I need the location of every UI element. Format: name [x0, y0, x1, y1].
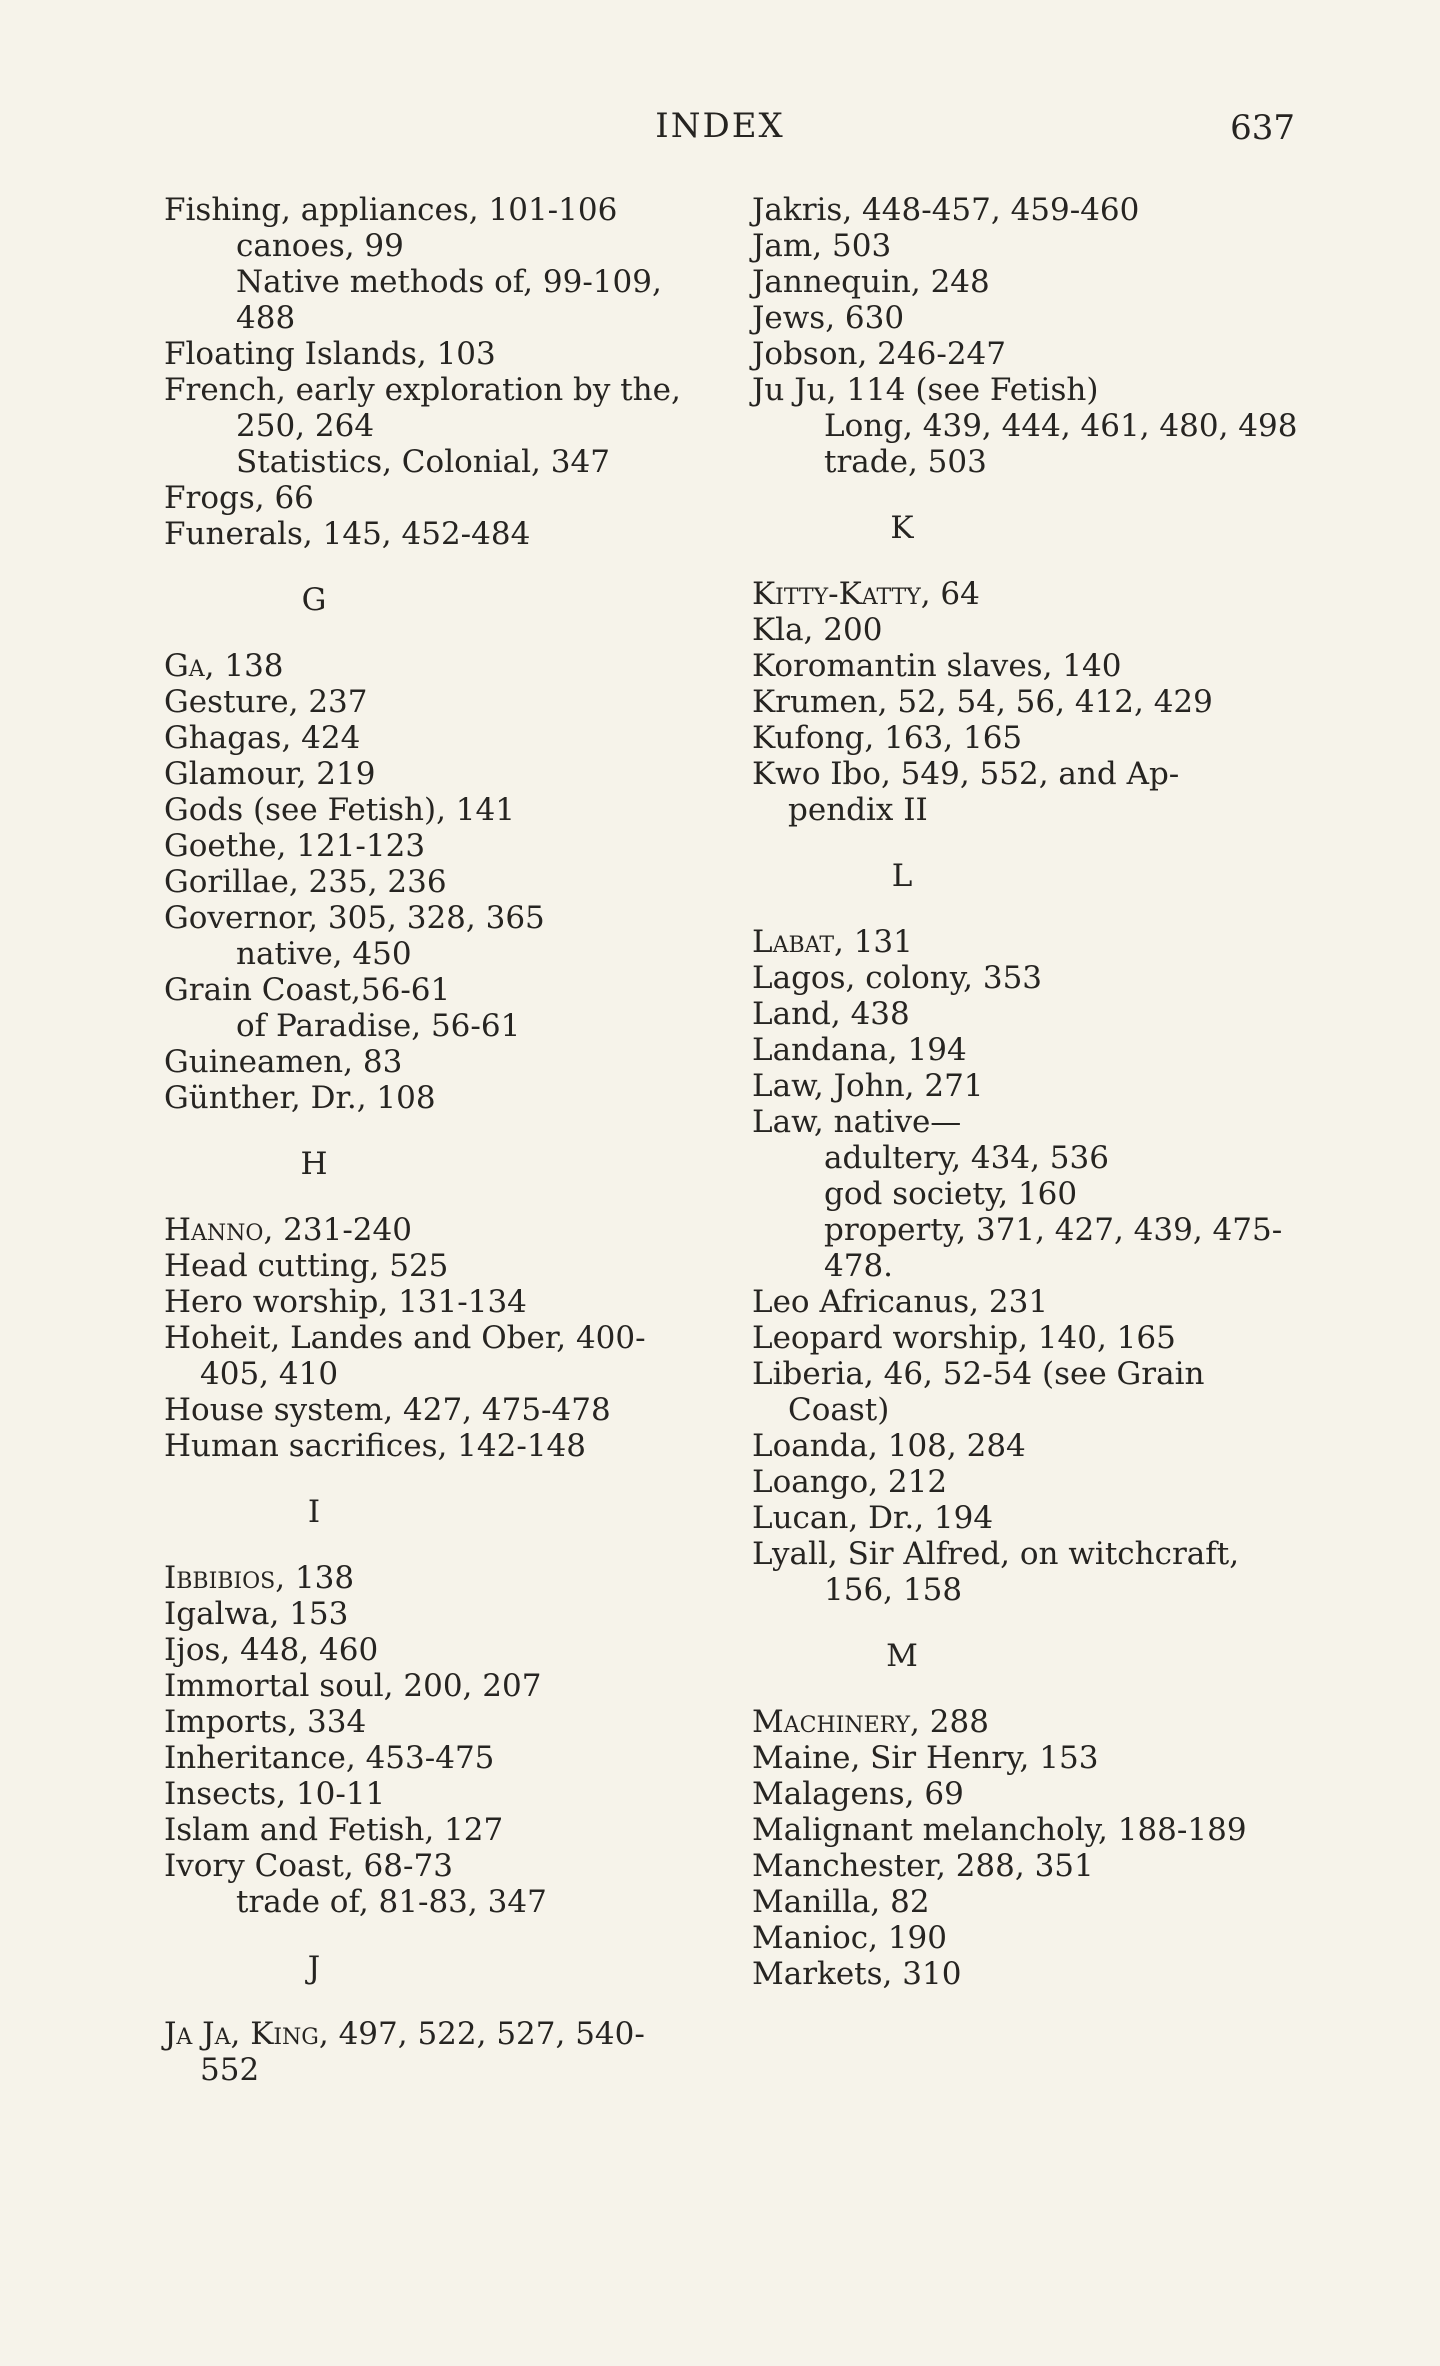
index-entry: Leopard worship, 140, 165 [752, 1320, 1176, 1356]
section-letter: G [301, 582, 327, 618]
index-entry: Head cutting, 525 [164, 1248, 449, 1284]
index-entry: Guineamen, 83 [164, 1044, 403, 1080]
index-entry: Law, John, 271 [752, 1068, 984, 1104]
index-subentry: adultery, 434, 536 [824, 1140, 1109, 1176]
index-subentry: Coast) [788, 1392, 890, 1428]
index-entry: Hero worship, 131-134 [164, 1284, 527, 1320]
index-entry: Imports, 334 [164, 1704, 367, 1740]
section-letter: J [307, 1950, 321, 1986]
index-entry: Manchester, 288, 351 [752, 1848, 1094, 1884]
index-entry: Ju Ju, 114 (see Fetish) [752, 372, 1099, 408]
index-entry: Loango, 212 [752, 1464, 948, 1500]
index-entry: Floating Islands, 103 [164, 336, 496, 372]
index-entry: Law, native— [752, 1104, 962, 1140]
index-entry: Funerals, 145, 452-484 [164, 516, 531, 552]
index-entry: Günther, Dr., 108 [164, 1080, 436, 1116]
index-entry: Lagos, colony, 353 [752, 960, 1043, 996]
index-subentry: canoes, 99 [236, 228, 404, 264]
index-entry: Malignant melancholy, 188-189 [752, 1812, 1247, 1848]
page-number: 637 [1230, 108, 1295, 148]
index-subentry: native, 450 [236, 936, 412, 972]
index-entry: Jam, 503 [752, 228, 892, 264]
index-subentry: 250, 264 [236, 408, 375, 444]
index-entry: Goethe, 121-123 [164, 828, 426, 864]
index-entry: Frogs, 66 [164, 480, 314, 516]
index-subentry: god society, 160 [824, 1176, 1078, 1212]
index-entry: Machinery, 288 [752, 1704, 989, 1740]
index-entry: Kwo Ibo, 549, 552, and Ap- [752, 756, 1180, 792]
index-entry: Grain Coast,56-61 [164, 972, 451, 1008]
index-entry: Koromantin slaves, 140 [752, 648, 1122, 684]
index-entry: Immortal soul, 200, 207 [164, 1668, 542, 1704]
index-subentry: pendix II [788, 792, 928, 828]
index-entry: Ibbibios, 138 [164, 1560, 355, 1596]
index-subentry: 488 [236, 300, 296, 336]
index-subentry: trade of, 81-83, 347 [236, 1884, 547, 1920]
index-entry: French, early exploration by the, [164, 372, 681, 408]
index-entry: Lyall, Sir Alfred, on witchcraft, [752, 1536, 1240, 1572]
index-entry: Ijos, 448, 460 [164, 1632, 379, 1668]
index-entry: Labat, 131 [752, 924, 913, 960]
index-entry: Jakris, 448-457, 459-460 [752, 192, 1140, 228]
index-entry: Inheritance, 453-475 [164, 1740, 495, 1776]
index-entry: Krumen, 52, 54, 56, 412, 429 [752, 684, 1213, 720]
index-entry: Gods (see Fetish), 141 [164, 792, 515, 828]
index-entry: Jews, 630 [752, 300, 905, 336]
index-entry: Insects, 10-11 [164, 1776, 386, 1812]
index-entry: Malagens, 69 [752, 1776, 964, 1812]
index-entry: Jobson, 246-247 [752, 336, 1006, 372]
running-head [0, 102, 1440, 152]
index-entry: Markets, 310 [752, 1956, 962, 1992]
index-column-left [164, 192, 724, 2088]
index-entry: Gesture, 237 [164, 684, 368, 720]
index-entry: Manioc, 190 [752, 1920, 948, 1956]
index-subentry: 405, 410 [200, 1356, 339, 1392]
index-subentry: Long, 439, 444, 461, 480, 498 [824, 408, 1298, 444]
index-entry: Hoheit, Landes and Ober, 400- [164, 1320, 646, 1356]
index-entry: Ja Ja, King, 497, 522, 527, 540- [164, 2016, 645, 2052]
index-entry: Liberia, 46, 52-54 (see Grain [752, 1356, 1205, 1392]
section-letter: K [890, 510, 914, 546]
index-entry: Land, 438 [752, 996, 910, 1032]
index-subentry: 156, 158 [824, 1572, 963, 1608]
section-letter: I [307, 1494, 321, 1530]
index-entry: Human sacrifices, 142-148 [164, 1428, 586, 1464]
section-letter: M [886, 1638, 918, 1674]
running-title: INDEX [655, 106, 785, 146]
index-subentry: Statistics, Colonial, 347 [236, 444, 610, 480]
index-entry: Ga, 138 [164, 648, 284, 684]
index-entry: Gorillae, 235, 236 [164, 864, 447, 900]
index-entry: Kitty-Katty, 64 [752, 576, 980, 612]
index-entry: Fishing, appliances, 101-106 [164, 192, 618, 228]
index-entry: Loanda, 108, 284 [752, 1428, 1026, 1464]
index-subentry: Native methods of, 99-109, [236, 264, 662, 300]
index-entry: Landana, 194 [752, 1032, 967, 1068]
index-entry: Ghagas, 424 [164, 720, 361, 756]
index-subentry: 552 [200, 2052, 260, 2088]
index-entry: Hanno, 231-240 [164, 1212, 412, 1248]
index-entry: Jannequin, 248 [752, 264, 990, 300]
section-letter: H [300, 1146, 328, 1182]
index-entry: Ivory Coast, 68-73 [164, 1848, 453, 1884]
section-letter: L [891, 858, 913, 894]
index-subentry: property, 371, 427, 439, 475- [824, 1212, 1283, 1248]
index-entry: Maine, Sir Henry, 153 [752, 1740, 1099, 1776]
index-entry: Manilla, 82 [752, 1884, 930, 1920]
index-entry: Igalwa, 153 [164, 1596, 349, 1632]
index-entry: Kufong, 163, 165 [752, 720, 1023, 756]
index-entry: Kla, 200 [752, 612, 883, 648]
index-subentry: 478. [824, 1248, 894, 1284]
index-subentry: of Paradise, 56-61 [236, 1008, 521, 1044]
index-entry: Leo Africanus, 231 [752, 1284, 1049, 1320]
index-subentry: trade, 503 [824, 444, 987, 480]
index-entry: Glamour, 219 [164, 756, 376, 792]
index-entry: House system, 427, 475-478 [164, 1392, 611, 1428]
index-entry: Islam and Fetish, 127 [164, 1812, 504, 1848]
index-entry: Governor, 305, 328, 365 [164, 900, 545, 936]
index-column-right [752, 192, 1298, 1992]
index-entry: Lucan, Dr., 194 [752, 1500, 994, 1536]
